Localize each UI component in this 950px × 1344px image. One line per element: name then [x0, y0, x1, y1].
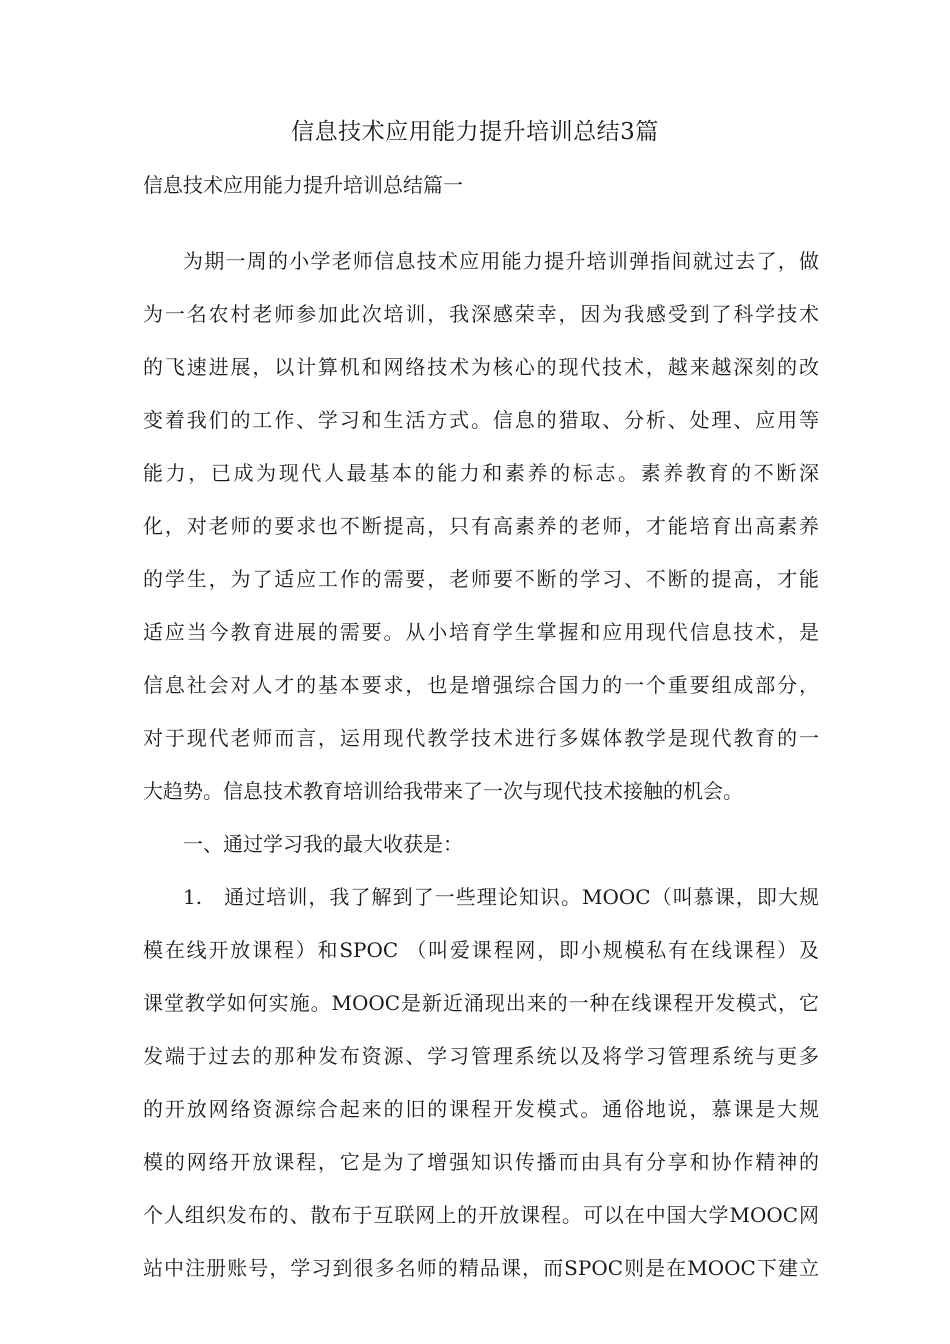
section-heading: 一、通过学习我的最大收获是： — [183, 832, 463, 856]
paragraph-line: 模的网络开放课程，它是为了增强知识传播而由具有分享和协作精神的 — [143, 1150, 819, 1174]
section-title: 信息技术应用能力提升培训总结篇一 — [143, 173, 463, 197]
paragraph-line: 适应当今教育进展的需要。从小培育学生掌握和应用现代信息技术，是 — [143, 620, 819, 644]
paragraph-line: 个人组织发布的、散布于互联网上的开放课程。可以在中国大学MOOC网 — [143, 1203, 819, 1227]
paragraph-line: 站中注册账号，学习到很多名师的精品课，而SPOC则是在MOOC下建立 — [143, 1256, 819, 1280]
paragraph-line: 能力，已成为现代人最基本的能力和素养的标志。素养教育的不断深 — [143, 461, 819, 485]
paragraph-line: 为一名农村老师参加此次培训，我深感荣幸，因为我感受到了科学技术 — [143, 302, 819, 326]
paragraph-line: 的学生，为了适应工作的需要，老师要不断的学习、不断的提高，才能 — [143, 567, 819, 591]
paragraph-line: 为期一周的小学老师信息技术应用能力提升培训弹指间就过去了，做 — [183, 249, 819, 273]
paragraph-line: 变着我们的工作、学习和生活方式。信息的猎取、分析、处理、应用等 — [143, 408, 819, 432]
paragraph-line: 对于现代老师而言，运用现代教学技术进行多媒体教学是现代教育的一 — [143, 726, 819, 750]
paragraph-line: 化，对老师的要求也不断提高，只有高素养的老师，才能培育出高素养 — [143, 514, 819, 538]
document-title: 信息技术应用能力提升培训总结3篇 — [291, 119, 659, 145]
paragraph-line: 信息社会对人才的基本要求，也是增强综合国力的一个重要组成部分， — [143, 673, 819, 697]
paragraph-line: 发端于过去的那种发布资源、学习管理系统以及将学习管理系统与更多 — [143, 1044, 819, 1068]
paragraph-line: 的飞速进展，以计算机和网络技术为核心的现代技术，越来越深刻的改 — [143, 355, 819, 379]
paragraph-line: 模在线开放课程）和SPOC （叫爱课程网，即小规模私有在线课程）及 — [143, 938, 819, 962]
paragraph-line: 1. 通过培训，我了解到了一些理论知识。MOOC（叫慕课，即大规 — [183, 885, 819, 909]
paragraph-line: 课堂教学如何实施。MOOC是新近涌现出来的一种在线课程开发模式，它 — [143, 991, 819, 1015]
paragraph-line: 的开放网络资源综合起来的旧的课程开发模式。通俗地说，慕课是大规 — [143, 1097, 819, 1121]
paragraph-line: 大趋势。信息技术教育培训给我带来了一次与现代技术接触的机会。 — [143, 779, 743, 803]
